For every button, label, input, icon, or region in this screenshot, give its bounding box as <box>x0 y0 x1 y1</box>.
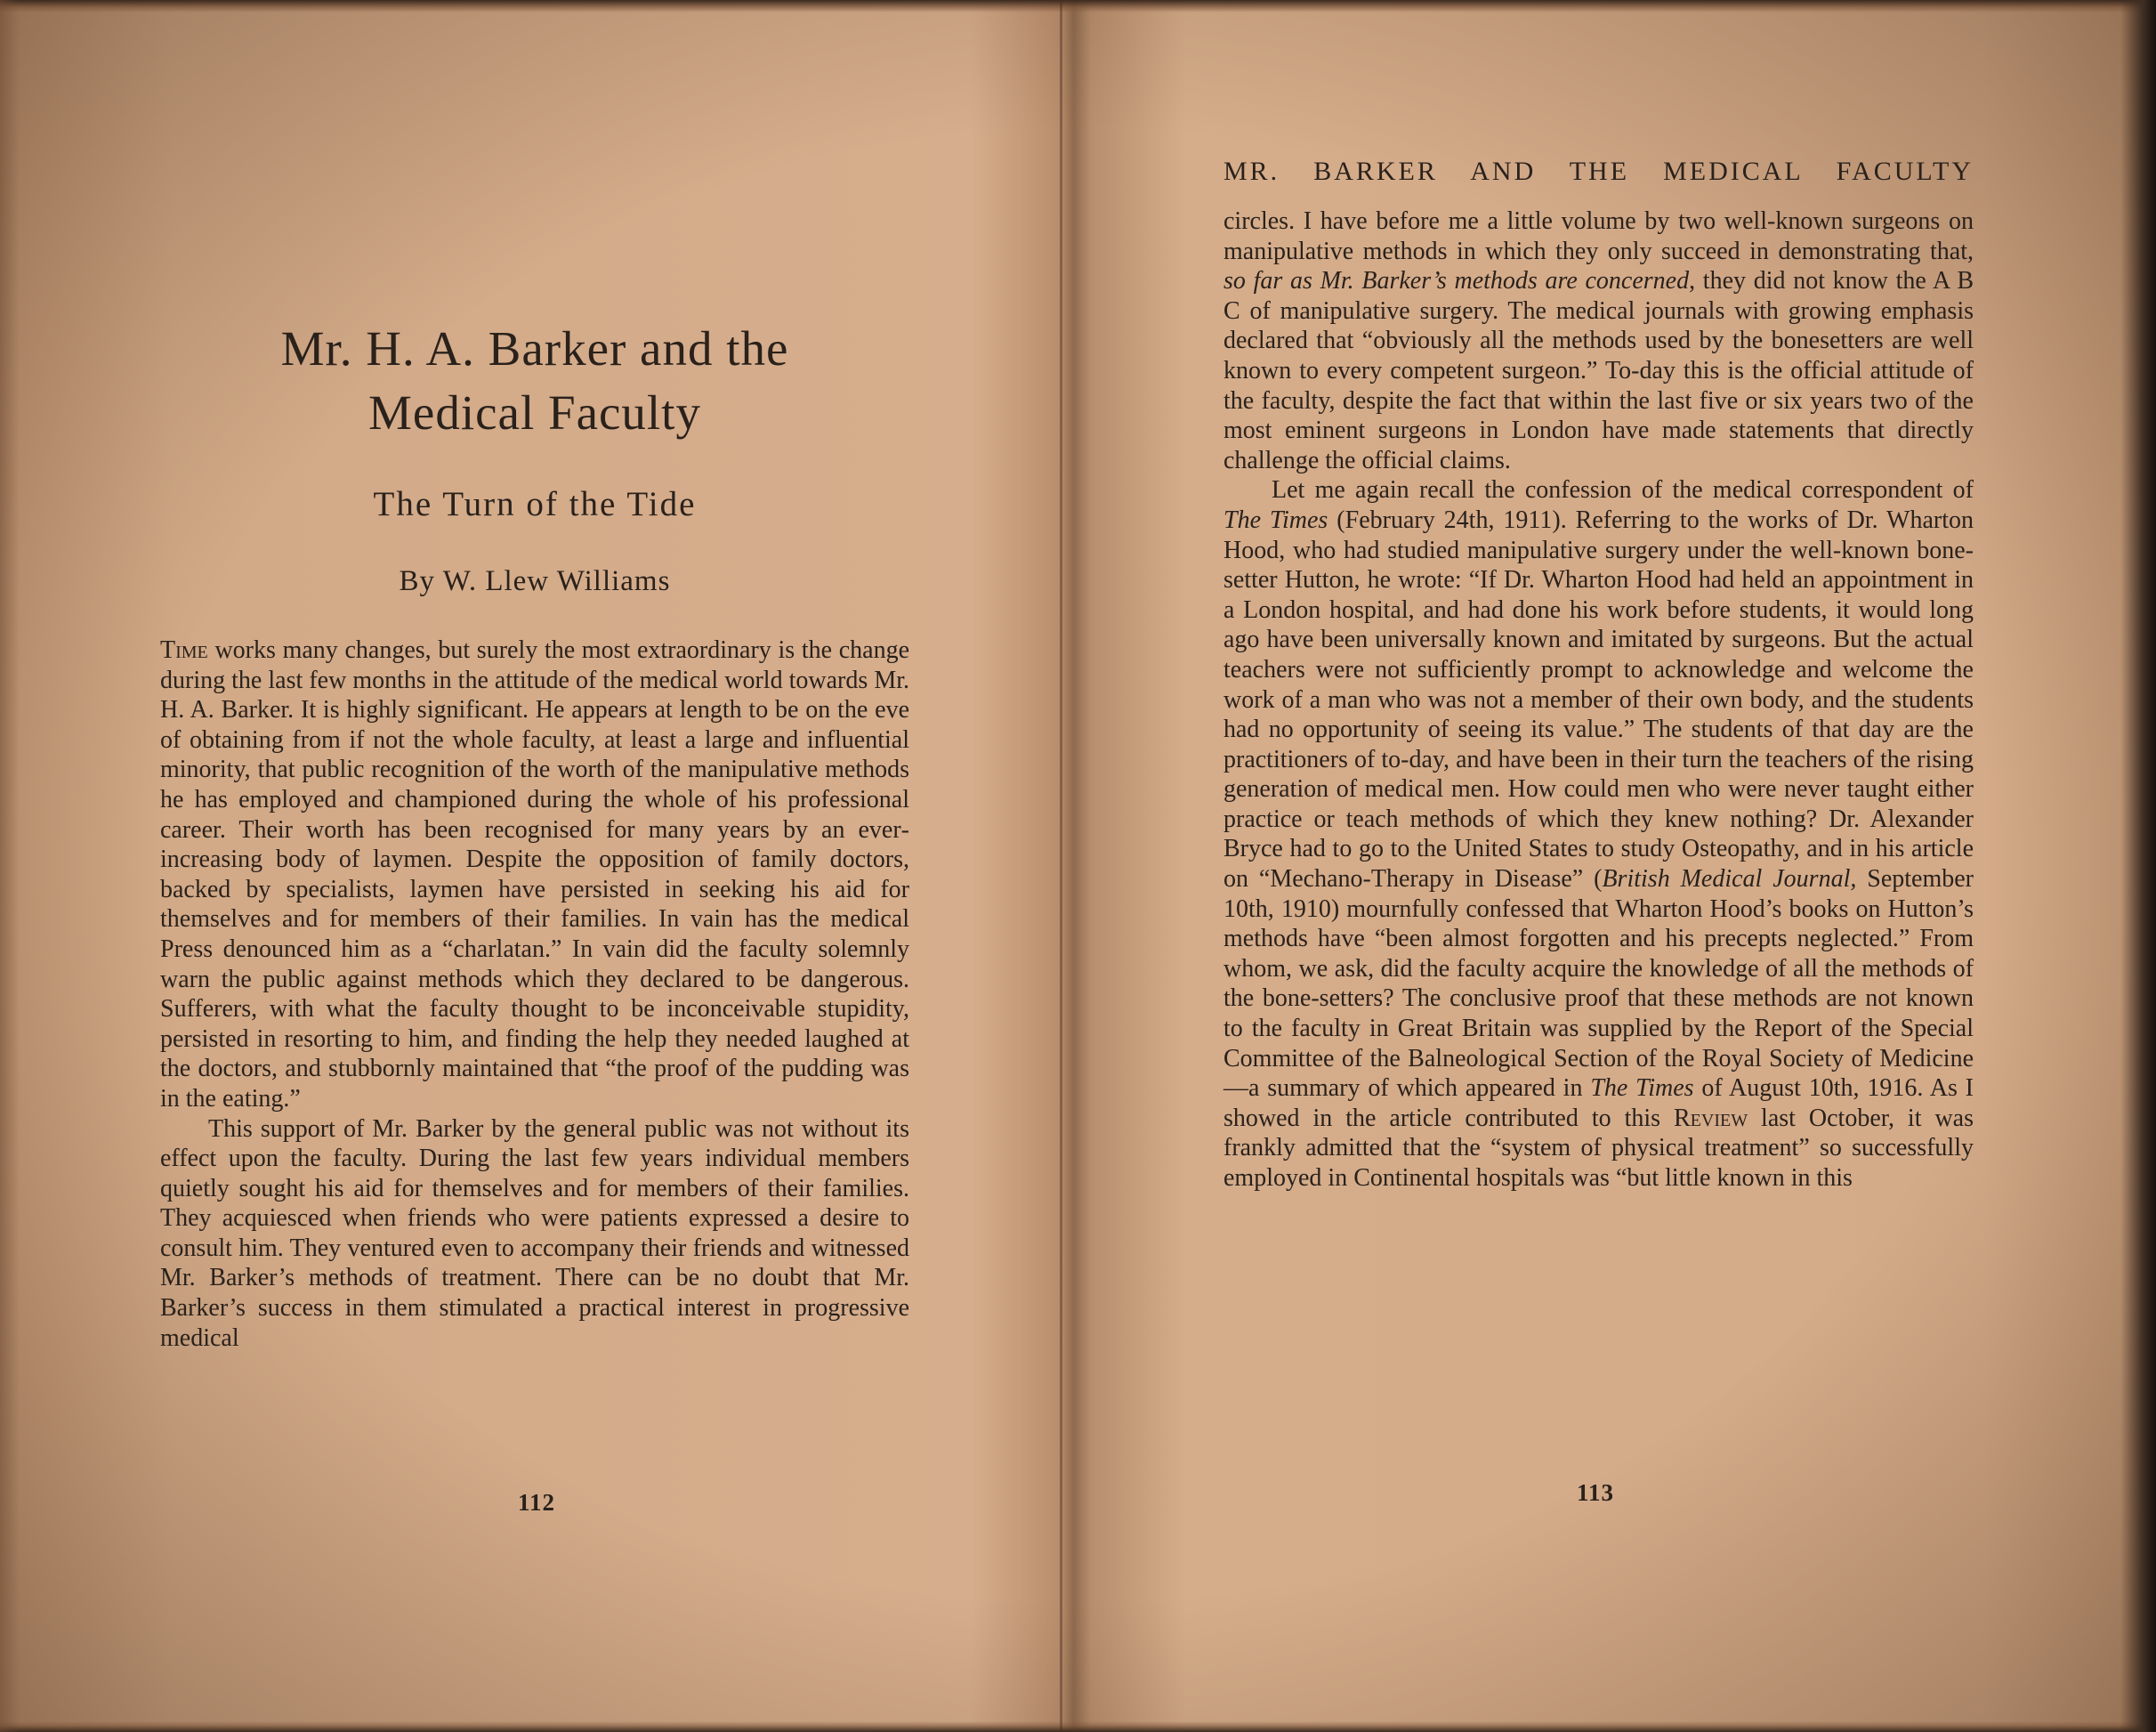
right-page-body <box>1223 206 1974 1194</box>
page-bottom-edge <box>0 1721 2156 1732</box>
paragraph-4-text-c: September 10th, 1910) mournfully confessed that Wharton Hood’s books on Hutton’s methods have “been almost forgotten and his precepts neglected.” From whom, we ask, did the faculty acquire the knowledge of all the methods of the bone-setters? The conclusive proof that these methods are not known to the faculty in Great Britain was supplied by the Report of the Special Committee of the Balneological Section of the Royal Society of Medicine —a summary of which appeared in <box>1223 865 1974 1103</box>
page-number-right: 113 <box>1577 1479 1615 1506</box>
paragraph-3-text-a: circles. I have before me a little volume by two well-known surgeons on manipulative methods in which they only succeed in demonstrating that, <box>1223 207 1974 265</box>
paragraph-3 <box>1223 206 1974 475</box>
paragraph-4-text-b: (February 24th, 1911). Referring to the works of Dr. Wharton Hood, who had studied manipulative surgery under the well-known bone-setter Hutton, he wrote: “If Dr. Wharton Hood had held an appointment in a London hospital, and had done his work before students, it would long ago have been universally known and imitated by surgeons. But the actual teachers were not sufficiently prompt to acknowledge and welcome the work of a man who was not a member of their own body, and the students had no opportunity of seeing its value.” The students of that day are the practitioners of to-day, and have been in their turn the teachers of the rising generation of medical men. How could men who were never taught either practice or teach methods of which they knew nothing? Dr. Alexander Bryce had to go to the United States to study Osteopathy, and in his article on “Mechano-Therapy in Disease” ( <box>1223 506 1974 894</box>
times-title-2: The Times <box>1590 1074 1694 1103</box>
review-word: Review <box>1674 1104 1748 1132</box>
paragraph-3-italic: so far as Mr. Barker’s methods are concerned <box>1223 267 1690 295</box>
paragraph-4-text-a: Let me again recall the confession of the medical correspondent of <box>1272 476 1974 505</box>
title-line-2: Medical Faculty <box>368 385 701 440</box>
paragraph-1-text: works many changes, but surely the most extraordinary is the change during the last few months in the attitude of the medical world towards Mr. H. A. Barker. It is highly significant. He appears at length to be on the eve of obtaining from if not the whole faculty, at least a large and influential minority, that public recognition of the worth of the manipulative methods he has employed and championed during the whole of his professional career. Their worth has been recognised for many years by an everincreasing body of laymen. Despite the opposition of family doctors, backed by specialists, laymen have persisted in seeking his aid for themselves and for members of their families. In vain has the medical Press denounced him as a “charlatan.” In vain did the faculty solemnly warn the public against methods which they declared to be dangerous. Sufferers, with what the faculty thought to be inconceivable stupidity, persisted in resorting to him, and finding the help they needed laughed at the doctors, and stubbornly maintained that “the proof of the pudding was in the eating.” <box>160 636 909 1113</box>
running-head: MR. BARKER AND THE MEDICAL FACULTY <box>1223 157 1974 186</box>
article-title <box>160 317 909 445</box>
page-top-edge <box>0 0 2156 12</box>
paragraph-1 <box>160 635 909 1114</box>
paragraph-4-text-d: of August 10th, 1916. As I showed in the article contributed to this <box>1223 1074 1974 1132</box>
left-page-body <box>160 635 909 1353</box>
right-page <box>1223 157 1974 1194</box>
paragraph-4 <box>1223 475 1974 1193</box>
article-subtitle: The Turn of the Tide <box>373 485 697 523</box>
title-line-1: Mr. H. A. Barker and the <box>280 321 789 376</box>
opening-word: Time <box>160 636 208 664</box>
times-title-1: The Times <box>1223 506 1328 534</box>
page-right-edge <box>2120 0 2156 1732</box>
book-gutter <box>1060 0 1062 1732</box>
page-left-edge <box>0 0 20 1732</box>
left-page <box>160 317 909 1353</box>
bmj-title: British Medical Journal, <box>1602 865 1857 894</box>
page-number-left: 112 <box>518 1489 556 1516</box>
paragraph-3-text-b: , they did not know the A B C of manipulative surgery. The medical journals with growing emphasis declared that “obviously all the methods used by the bonesetters are well known to every competent surgeon.” To-day this is the official attitude of the faculty, despite the fact that within the last five or six years two of the most eminent surgeons in London have made statements that directly challenge the official claims. <box>1223 267 1974 474</box>
paragraph-2: This support of Mr. Barker by the general public was not without its effect upon the faculty. During the last few years individual members quietly sought his aid for themselves and for members of their families. They acquiesced when friends who were patients expressed a desire to consult him. They ventured even to accompany their friends and witnessed Mr. Barker’s methods of treatment. There can be no doubt that Mr. Barker’s success in them stimulated a practical interest in progressive medical <box>160 1114 909 1352</box>
paragraph-4-text-e: last October, it was frankly admitted that the “system of physical treatment” so successfully employed in Continental hospitals was “but little known in this <box>1223 1104 1974 1192</box>
article-byline: By W. Llew Williams <box>399 565 671 597</box>
